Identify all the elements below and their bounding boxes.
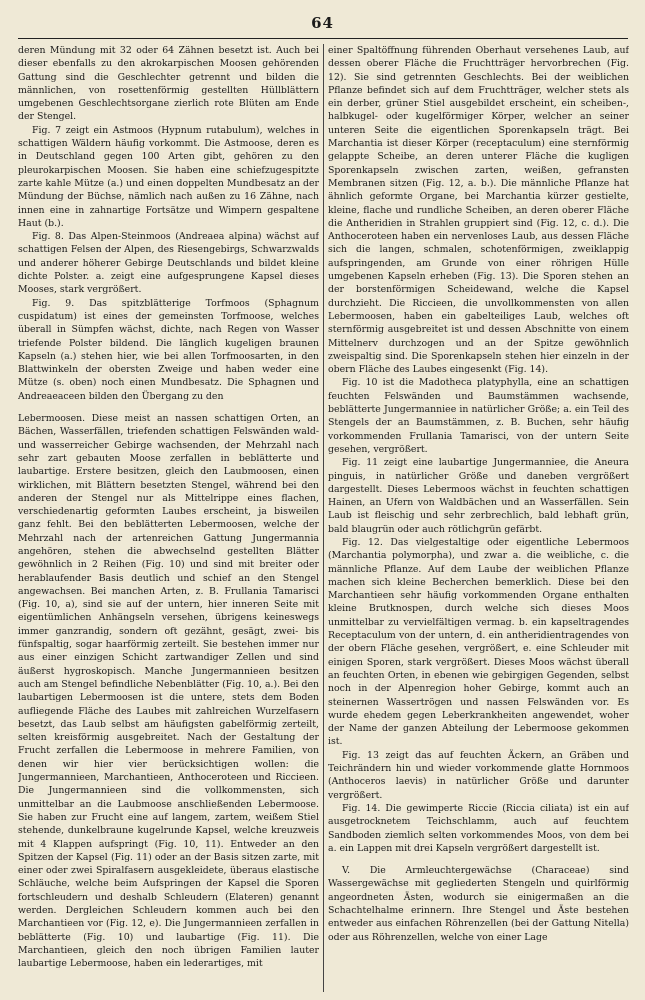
paragraph: Fig. 14. Die gewimperte Riccie (Riccia ciliata) ist ein auf ausgetrocknetem Teichschlamm, auch auf feuchtem Sandboden ziemlich selten vorkommendes Moos, von dem bei a. ein Lappen mit drei Kapseln vergrößert dargestellt ist. xyxy=(328,802,629,854)
paragraph: Fig. 7 zeigt ein Astmoos (Hypnum rutabulum), welches in schattigen Wäldern häufig vorkommt. Die Astmoose, deren es in Deutschland gegen 100 Arten gibt, gehören zu den pleurokarpischen Moosen. Sie haben eine schiefzugespitzte zarte kahle Mütze (a.) und einen doppelten Mundbesatz an der Mündung der Büchse, nämlich nach außen zu 16 Zähne, nach innen eine in zahnartige Fortsätze und Wimpern gespaltene Haut (b.). xyxy=(18,124,319,229)
paragraph: V. Die Armleuchtergewächse (Characeae) sind Wassergewächse mit gegliederten Stengeln und quirlförmig angeordneten Ästen, wodurch sie einigermaßen an die Schachtelhalme erinnern. Ihre Stengel und Äste bestehen entweder aus einfachen Röhrenzellen (bei der Gattung Nitella) oder aus Röhrenzellen, welche von einer Lage xyxy=(328,865,629,943)
paragraph: einer Spaltöffnung führenden Oberhaut versehenes Laub, auf dessen oberer Fläche die Fruchtträger hervorbrechen (Fig. 12). Sie sind getrennten Geschlechts. Bei der weiblichen Pflanze befindet sich auf dem Fruchtträger, welcher stets als ein derber, grüner Stiel ausgebildet erscheint, ein scheiben-, halbkugel- oder kugelförmiger Körper, welcher an seiner unteren Seite die eigentlichen Sporenkapseln trägt. Bei Marchantia ist dieser Körper (receptaculum) eine sternförmig gelappte Scheibe, an deren unterer Fläche die kugligen Sporenkapseln zwischen zarten, weißen, gefransten Membranen sitzen (Fig. 12, a. b.). Die männliche Pflanze hat ähnlich geformte Organe, bei Marchantia kürzer gestielte, kleine, flache und rundliche Scheiben, an deren oberer Fläche die Antheridien in Strahlen gruppiert sind (Fig. 12, c. d.). Die Anthoceroteen haben ein nervenloses Laub, aus dessen Fläche sich die langen, schmalen, schotenförmigen, zweiklappig aufspringenden, am Grunde von einer röhrigen Hülle umgebenen Kapseln erheben (Fig. 13). Die Sporen stehen an der borstenförmigen Scheidewand, welche die Kapsel durchzieht. Die Riccieen, die unvollkommensten von allen Lebermoosen, haben ein gabelteiliges Laub, welches oft sternförmig ausgebreitet ist und dessen Abschnitte von einem Mittelnerv durchzogen und an der Spitze gewöhnlich zweispaltig sind. Die Sporenkapseln stehen hier einzeln in der obern Fläche des Laubes eingesenkt (Fig. 14). xyxy=(328,45,629,376)
header-rule xyxy=(18,38,628,39)
column-divider xyxy=(323,44,324,992)
left-column xyxy=(18,44,319,992)
paragraph: Fig. 9. Das spitzblätterige Torfmoos (Sphagnum cuspidatum) ist eines der gemeinsten Torfmoose, welches überall in Sümpfen wächst, dichte, nach Regen von Wasser triefende Polster bildend. Die länglich kugeligen braunen Kapseln (a.) stehen hier, wie bei allen Torfmoosarten, in den Blattwinkeln der obersten Zweige und haben weder eine Mütze (s. oben) noch einen Mundbesatz. Die Sphagnen und Andreaeaceen bilden den Übergang zu den xyxy=(18,297,319,402)
paragraph: deren Mündung mit 32 oder 64 Zähnen besetzt ist. Auch bei dieser ebenfalls zu den akrokarpischen Moosen gehörenden Gattung sind die Geschlechter getrennt und bilden die männlichen, von rosettenförmig gestellten Hüllblättern umgebenen Geschlechtsorgane zierlich rote Blüten am Ende der Stengel. xyxy=(18,45,319,123)
right-column xyxy=(328,44,629,992)
paragraph: Fig. 13 zeigt das auf feuchten Äckern, an Gräben und Teichrändern hin und wieder vorkommende glatte Hornmoos (Anthoceros laevis) in natürlicher Größe und darunter vergrößert. xyxy=(328,749,629,801)
paragraph: Fig. 12. Das vielgestaltige oder eigentliche Lebermoos (Marchantia polymorpha), und zwar a. die weibliche, c. die männliche Pflanze. Auf dem Laube der weiblichen Pflanze machen sich kleine Becherchen bemerklich. Diese bei den Marchantieen sehr häufig vorkommenden Organe enthalten kleine Brutknospen, durch welche sich dieses Moos unmittelbar zu vervielfältigen vermag. b. ein kapseltragendes Receptaculum von der untern, d. ein antheridientragendes von der obern Fläche gesehen, vergrößert, e. eine Schleuder mit einigen Sporen, stark vergrößert. Dieses Moos wächst überall an feuchten Orten, in ebenen wie gebirgigen Gegenden, selbst noch in der Alpenregion hoher Gebirge, kommt auch an steinernen Wassertrögen und nassen Felswänden vor. Es wurde ehedem gegen Leberkrankheiten angewendet, woher der Name der ganzen Abteilung der Lebermoose gekommen ist. xyxy=(328,536,629,748)
page-number: 64 xyxy=(311,14,334,32)
paragraph: Fig. 10 ist die Madotheca platyphylla, eine an schattigen feuchten Felswänden und Baumstämmen wachsende, beblätterte Jungermanniee in natürlicher Größe; a. ein Teil des Stengels der an Baumstämmen, z. B. Buchen, sehr häufig vorkommenden Frullania Tamarisci, von der untern Seite gesehen, vergrößert. xyxy=(328,377,629,455)
paragraph: Fig. 11 zeigt eine laubartige Jungermanniee, die Aneura pinguis, in natürlicher Größe und daneben vergrößert dargestellt. Dieses Lebermoos wächst in feuchten schattigen Hainen, an Ufern von Waldbächen und an Wasserfällen. Sein Laub ist fleischig und sehr zerbrechlich, bald lebhaft grün, bald blaugrün oder auch rötlichgrün gefärbt. xyxy=(328,457,629,535)
paragraph: Fig. 8. Das Alpen-Steinmoos (Andreaea alpina) wächst auf schattigen Felsen der Alpen, des Riesengebirgs, Schwarzwalds und anderer höherer Gebirge Deutschlands und bildet kleine dichte Polster. a. zeigt eine aufgesprungene Kapsel dieses Mooses, stark vergrößert. xyxy=(18,231,319,296)
paragraph: Lebermoosen. Diese meist an nassen schattigen Orten, an Bächen, Wasserfällen, triefenden schattigen Felswänden wald- und wasserreicher Gebirge wachsenden, der Mehrzahl nach sehr zart gebauten Moose zerfallen in beblätterte und laubartige. Erstere besitzen, gleich den Laubmoosen, einen wirklichen, mit Blättern besetzten Stengel, während bei den anderen der Stengel nur als Mittelrippe eines flachen, verschiedenartig geformten Laubes erscheint, ja bisweilen ganz fehlt. Bei den beblätterten Lebermoosen, welche der Mehrzahl nach der artenreichen Gattung Jungermannia angehören, stehen die abwechselnd gestellten Blätter gewöhnlich in 2 Reihen (Fig. 10) und sind mit breiter oder herablaufender Basis deutlich und schief an den Stengel angewachsen. Bei manchen Arten, z. B. Frullania Tamarisci (Fig. 10, a), sind sie auf der untern, hier inneren Seite mit eigentümlichen Anhängseln versehen, übrigens keineswegs immer ganzrandig, sondern oft gezähnt, gesägt, zwei- bis fünfspaltig, sogar haarförmig zerteilt. Sie bestehen immer nur aus einer einzigen Schicht zartwandiger Zellen und sind äußerst hygroskopisch. Manche Jungermannieen besitzen auch am Stengel befindliche Nebenblätter (Fig. 10, a.). Bei den laubartigen Lebermoosen ist die untere, stets dem Boden aufliegende Fläche des Laubes mit zahlreichen Wurzelfasern besetzt, das Laub selbst am häufigsten gabelförmig zerteilt, selten kreisförmig ausgebreitet. Nach der Gestaltung der Frucht zerfallen die Lebermoose in mehrere Familien, von denen wir hier vier berücksichtigen wollen: die Jungermannieen, Marchantieen, Anthoceroteen und Riccieen. Die Jungermannieen sind die vollkommensten, sich unmittelbar an die Laubmoose anschließenden Lebermoose. Sie haben zur Frucht eine auf langem, zartem, weißem Stiel stehende, dunkelbraune kugelrunde Kapsel, welche kreuzweis mit 4 Klappen aufspringt (Fig. 10, 11). Entweder an den Spitzen der Kapsel (Fig. 11) oder an der Basis sitzen zarte, mit einer oder zwei Spiralfasern ausgekleidete, überaus elastische Schläuche, welche beim Aufspringen der Kapsel die Sporen fortschleudern und deshalb Schleudern (Elateren) genannt werden. Dergleichen Schleudern kommen auch bei den Marchantieen vor (Fig. 12, e). Die Jungermannieen zerfallen in beblätterte (Fig. 10) und laubartige (Fig. 11). Die Marchantieen, gleich den noch übrigen Familien lauter laubartige Lebermoose, haben ein lederartiges, mit xyxy=(18,413,319,970)
